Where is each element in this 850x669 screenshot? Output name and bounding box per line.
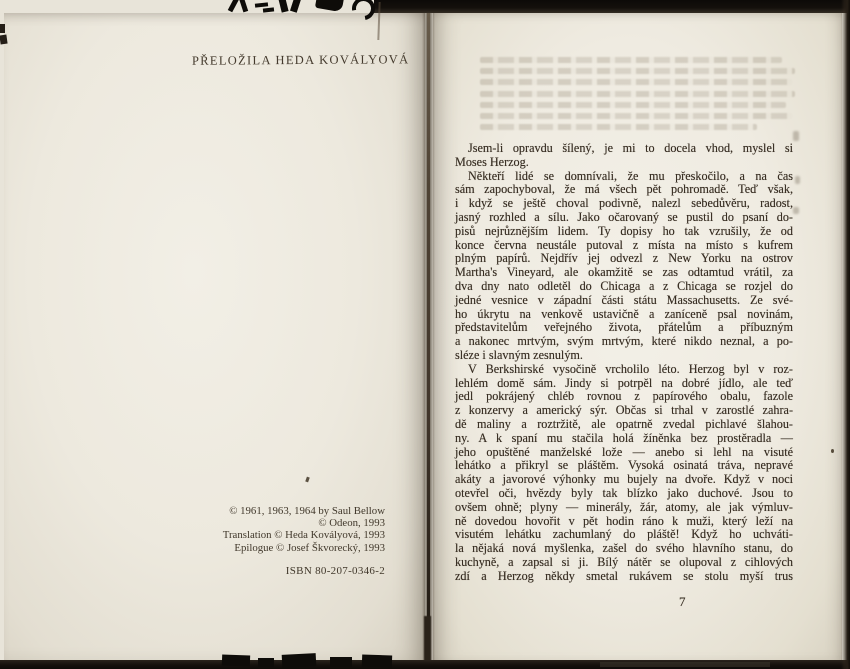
text-line: akáty a javorové výhonky mu bujely na dvoře. Když v noci xyxy=(455,472,793,487)
text-line: otevřel oči, hvězdy byly tak blízko jako duchové. Jsou to xyxy=(455,485,793,500)
isbn-line: ISBN 80-207-0346-2 xyxy=(285,564,385,577)
copyright-line: Epilogue © Josef Škvorecký, 1993 xyxy=(234,541,385,554)
paragraph xyxy=(455,142,793,170)
text-line: ny. A k spaní mu stačila holá žíněnka bez prostěradla — xyxy=(455,430,793,445)
paragraph xyxy=(455,170,793,363)
paragraph xyxy=(455,363,793,584)
bottom-cover-mark xyxy=(362,654,392,667)
text-line: a nakonec mrtvým, svým mrtvým, které nikdo neznal, a po- xyxy=(455,334,793,349)
cover-glyph-mark xyxy=(239,0,248,12)
bleedthrough-text xyxy=(480,57,795,135)
text-line: Moses Herzog. xyxy=(455,154,529,169)
text-line: ho úkrytu na venkově ustavičně a zaníceně psal novinám, xyxy=(455,306,793,321)
cover-glyph-mark xyxy=(228,0,239,12)
bottom-cover-patch xyxy=(600,662,770,667)
cover-glyph-mark xyxy=(255,2,268,7)
cover-glyph-mark xyxy=(290,0,301,13)
bottom-cover-mark xyxy=(258,658,274,667)
top-cover-band xyxy=(374,0,850,13)
cover-glyph-mark xyxy=(315,0,344,12)
text-line: sám zapochyboval, že má všech pět pohromadě. Teď však, xyxy=(455,182,793,197)
text-line: konce června neustále putoval z místa na místo s kufrem xyxy=(455,237,793,252)
body-text xyxy=(455,142,793,584)
left-page xyxy=(4,13,425,660)
gutter-foot-shadow xyxy=(424,616,431,662)
copyright-lines xyxy=(223,505,385,554)
text-line: Někteří lidé se domnívali, že mu přeskočilo, a na čas xyxy=(468,168,793,183)
bleedthrough-line xyxy=(480,79,792,85)
bleedthrough-line xyxy=(480,102,786,108)
bleedthrough-line xyxy=(480,57,782,63)
translator-credit: PŘELOŽILA HEDA KOVÁLYOVÁ xyxy=(191,52,410,68)
text-line: dě maliny a roztržitě, ale opatrně zvedal pichlavé šlahou- xyxy=(455,416,793,431)
bleedthrough-smudge xyxy=(793,131,799,141)
bleedthrough-line xyxy=(480,113,792,119)
text-line: pisů nejrůznějším lidem. Ty dopisy ho tak vzrušily, že od xyxy=(455,223,793,238)
cover-glyph-mark xyxy=(278,0,288,13)
bleedthrough-smudge xyxy=(795,176,800,184)
text-line: Martha's Vineyard, ale okamžitě se zas odtamtud vrátil, za xyxy=(455,265,793,280)
text-line: představitelům veřejného života, přátelům a příbuzným xyxy=(455,320,793,335)
copyright-line: Translation © Heda Kovályová, 1993 xyxy=(222,529,385,542)
text-line: V Berkshirské vysočině vrcholilo léto. Herzog byl v roz- xyxy=(468,361,793,376)
text-line: sléze i slavným zesnulým. xyxy=(455,347,583,362)
text-line: z konzervy a americký sýr. Občas si trhal v zarostlé zahra- xyxy=(455,403,793,418)
copyright-line: © Odeon, 1993 xyxy=(318,517,385,530)
bottom-cover-mark xyxy=(222,655,250,667)
text-line: kuchyně, a zapsal si ji. Bílý nátěr se olupoval z cihlových xyxy=(455,554,793,569)
text-line: jedl pokrájený chléb rovnou z papírového obalu, fazole xyxy=(455,389,793,404)
text-line: jeho opuštěné manželské lože — anebo si lehl na visuté xyxy=(455,444,793,459)
right-page xyxy=(433,11,842,662)
text-line: zdí a Herzog někdy smetal rukávem se stolu myší trus xyxy=(455,568,793,583)
margin-speck xyxy=(831,449,834,453)
bleedthrough-line xyxy=(480,91,795,97)
copyright-line: © 1961, 1963, 1964 by Saul Bellow xyxy=(229,505,385,517)
cover-glyph-mark xyxy=(263,7,274,12)
left-edge-mark xyxy=(0,35,8,45)
text-line: i když se ještě choval podivně, nalezl sebedůvěru, radost, xyxy=(455,196,793,211)
text-line: jasný rozhled a sílu. Jako očarovaný se pustil do psaní do- xyxy=(455,209,793,224)
bleedthrough-smudge xyxy=(793,207,799,214)
text-line: ně dovedou hovořit v pět hodin ráno k muži, který leží na xyxy=(455,513,793,528)
text-line: lehátko a přikryl se pláštěm. Vysoká osinatá tráva, nepravé xyxy=(455,458,793,473)
bottom-cover-mark xyxy=(282,653,317,668)
page-number: 7 xyxy=(679,594,686,609)
text-line: ovšem ohně; plyny — minerály, žár, atomy, ale jak výmluv- xyxy=(455,499,793,514)
text-line: Jsem-li opravdu šílený, je mi to docela vhod, myslel si xyxy=(468,141,793,155)
page-edge-right xyxy=(841,0,850,669)
left-edge-mark xyxy=(0,24,5,33)
text-line: visutém lehátku zachumlaný do pláště! Když ho uchváti- xyxy=(455,527,793,542)
bleedthrough-line xyxy=(480,124,757,130)
text-line: plným papírů. Nejdřív jej odvezl z New Yorku na ostrov xyxy=(455,251,793,266)
text-line: lehlém domě sám. Jindy si potrpěl na dobré jídlo, ale teď xyxy=(455,375,793,390)
text-line: la nějaká nová myšlenka, zašel do svého hlavního stanu, do xyxy=(455,541,793,556)
copyright-block xyxy=(223,505,385,577)
text-line: dva dny nato odletěl do Chicaga a z Chicaga se rozjel do xyxy=(455,278,793,293)
text-line: jedné vesnice v západní části státu Massachusetts. Ze své- xyxy=(455,292,793,307)
bottom-cover-mark xyxy=(330,657,352,667)
bleedthrough-line xyxy=(480,68,795,74)
gutter-fold-line xyxy=(427,0,430,669)
